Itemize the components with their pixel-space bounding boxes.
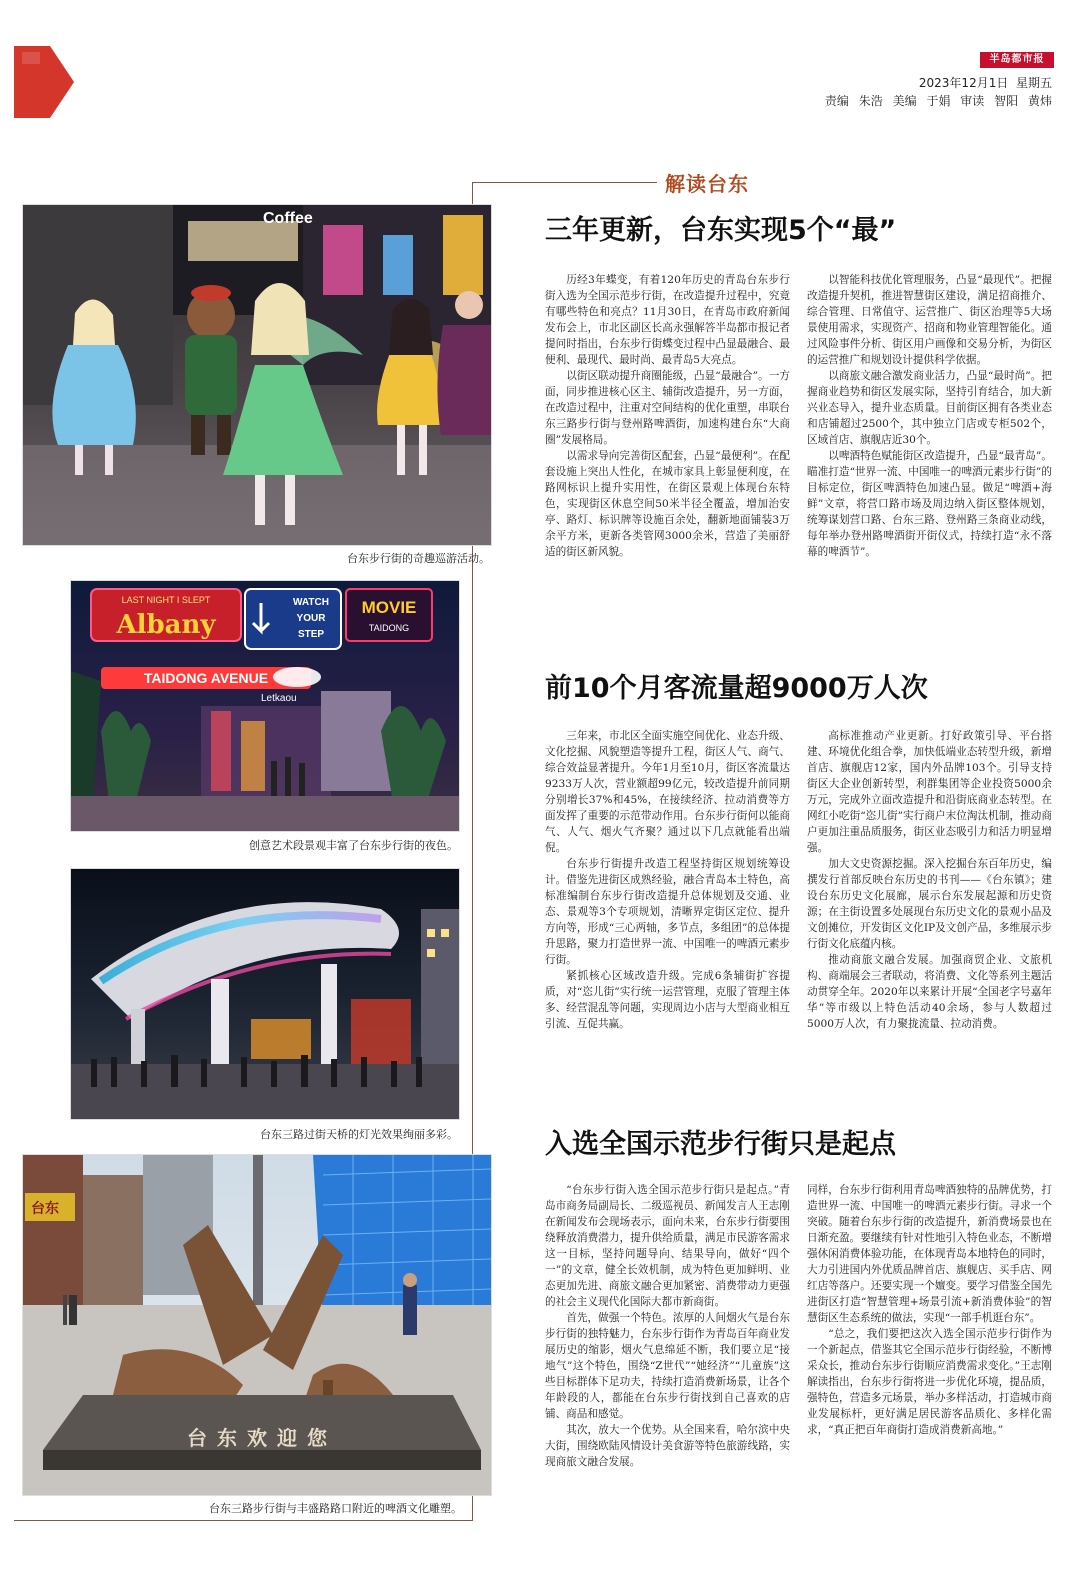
photo-skywalk [70, 868, 460, 1120]
paragraph: 首先，做强一个特色。浓厚的人间烟火气是台东步行街的独特魅力，台东步行街作为青岛百年商业发展历史的缩影，烟火气息绵延不断，我们要立足“接地气”这个特色，围绕“Z世代”“她经济”“儿童族”这些目标群体下足功夫，持续打造消费新场景，让各个年龄段的人，都能在台东步行街找到自己喜欢的店铺、商品和感觉。 [545, 1312, 790, 1420]
paragraph: 同样，台东步行街利用青岛啤酒独特的品牌优势，打造世界一流、中国唯一的啤酒元素步行街。寻求一个突破。随着台东步行街的改造提升，新消费场景也在日渐充盈。要继续有针对性地引入特色业态，不断增强休闲消费体验功能，在体现青岛本地特色的同时，大力引进国内外优质品牌首店、旗舰店、买手店、网红店等落户。还要实现一个嬗变。要学习借鉴全国先进街区打造“智慧管理+场景引流+新消费体验”的智慧街区生态系统的做法，实现“一部手机逛台东”。 [807, 1184, 1052, 1324]
pedestal-text: 台东欢迎您 [187, 1426, 337, 1450]
neon-sign-step: STEP [297, 629, 325, 640]
paragraph: 历经3年蝶变，有着120年历史的青岛台东步行街入选为全国示范步行街，在改造提升过程中，究竟有哪些特色和亮点？11月30日，在青岛市政府新闻发布会上，市北区副区长高永强解答半岛都市报记者提问时指出，台东步行街蝶变过程中凸显最融合、最便利、最现代、最时尚、最青岛5大亮点。 [545, 274, 790, 366]
photo-caption: 台东三路步行街与丰盛路路口附近的啤酒文化雕塑。 [209, 1502, 462, 1515]
paragraph: 其次，放大一个优势。从全国来看，哈尔滨中央大街，围绕欧陆风情设计美食游等特色旅游线路，实现商旅文融合发展。 [545, 1424, 790, 1468]
paragraph: 以商旅文融合激发商业活力，凸显“最时尚”。把握商业趋势和街区发展实际，坚持引育结合，加大新兴业态导入，提升业态质量。目前街区拥有各类业态和店铺超过2500个，其中独立门店或专柜502个，区域首店、旗舰店近30个。 [807, 370, 1052, 446]
newspaper-masthead: 半岛都市报 [980, 52, 1054, 68]
article-column [807, 728, 1052, 1088]
headline-section-1: 三年更新，台东实现5个“最” [545, 215, 897, 246]
issue-date: 2023年12月1日 [918, 76, 1009, 90]
photo-parade [22, 204, 492, 546]
editor-credits [819, 92, 1052, 109]
paragraph: 高标准推动产业更新。打好政策引导、平台搭建、环境优化组合拳，加快低端业态转型升级，新增首店、旗舰店12家，国内外品牌103个。引导支持街区大企业创新转型，利群集团等企业投资5000余万元，完成外立面改造提升和沿街底商业态转型。在网红小吃街“恣儿街”实行商户末位淘汰机制，推动商户更加注重品质服务，街区业态吸引力和活力明显增强。 [807, 730, 1052, 854]
paragraph: 以需求导向完善街区配套，凸显“最便利”。在配套设施上突出人性化，在城市家具上彰显便利度，在路网标识上提升实用性，在街区景观上体现台东特色，实现街区休息空间50米半径全覆盖，增加治安亭、路灯、标识牌等设施百余处，翻新地面铺装3万余平方米，更新各类管网3000余米，营造了美丽舒适的街区新风貌。 [545, 450, 790, 558]
photo-caption: 台东步行街的奇趣巡游活动。 [347, 552, 490, 565]
article-column [545, 728, 790, 1088]
credit-role: 审读 [960, 94, 985, 108]
paragraph: 以智能科技优化管理服务，凸显“最现代”。把握改造提升契机，推进智慧街区建设，满足招商推介、综合管理、日常值守、运营推广、街区治理等5大场景使用需求，实现资产、招商和物业管理智能化。通过风险事件分析、街区用户画像和交易分析，为街区的运营推广和规划设计提供科学依据。 [807, 274, 1052, 366]
paragraph: 以啤酒特色赋能街区改造提升，凸显“最青岛”。瞄准打造“世界一流、中国唯一的啤酒元素步行街”的目标定位，街区啤酒特色加速凸显。做足“啤酒+海鲜”文章，将营口路市场及周边纳入街区整体规划，统筹谋划营口路、台东三路、登州路三条商业动线，每年举办登州路啤酒街开街仪式，持续打造“永不落幕的啤酒节”。 [807, 450, 1052, 558]
photo-beer-sculpture [22, 1154, 492, 1496]
paragraph: “总之，我们要把这次入选全国示范步行街作为一个新起点，借鉴其它全国示范步行街经验，不断博采众长，推动台东步行街顺应消费需求变化。”王志刚解读指出，台东步行街将进一步优化环境，提品质，强特色，营造多元场景，举办多样活动，打造城市商业发展标杆，更好满足居民游客品质化、多样化需求，“真正把百年商街打造成消费新高地。” [807, 1328, 1052, 1436]
article-column [807, 272, 1052, 632]
paragraph: 加大文史资源挖掘。深入挖掘台东百年历史，编撰发行首部反映台东历史的书刊——《台东镇》；建设台东历史文化展廊，展示台东发展起源和历史资源；在主街设置多处展现台东历史文化的景观小品及文创摊位，开发街区文化IP及文创产品，多维展示步行街文化底蕴内核。 [807, 858, 1052, 950]
frame-top-rule [472, 182, 657, 183]
neon-sign-avenue: TAIDONG AVENUE [143, 670, 269, 686]
paragraph: 紧抓核心区域改造升级。完成6条辅街扩容提质，对“恣儿街”实行统一运营管理，克服了管理主体多、经营混乱等问题，实现周边小店与大型商业相互引流、互促共赢。 [545, 970, 790, 1030]
page-corner-marker [14, 46, 74, 118]
credit-name: 于娟 [926, 94, 951, 108]
dateline [919, 74, 1052, 91]
photo-caption: 台东三路过街天桥的灯光效果绚丽多彩。 [260, 1128, 458, 1141]
credit-name: 朱浩 [858, 94, 883, 108]
credit-name: 黄炜 [1027, 94, 1052, 108]
article-column [545, 1182, 790, 1522]
issue-weekday: 星期五 [1015, 76, 1052, 90]
store-sign: 台东 [31, 1201, 59, 1217]
neon-sign-letkaou: Letkaou [261, 693, 297, 704]
neon-sign-albany: Albany [116, 610, 216, 640]
column-tag: 解读台东 [665, 172, 749, 196]
paragraph: “台东步行街入选全国示范步行街只是起点。”青岛市商务局副局长、二级巡视员、新闻发言人王志刚在新闻发布会现场表示，面向未来，台东步行街要围绕释放消费潜力，提升供给质量，满足市民游客需求这一目标，坚持问题导向、结果导向，做好“四个一”的文章，健全长效机制，成为特色更加鲜明、业态更加先进、商旅文融合更加紧密、消费带动力更强的社会主义现代化国际大都市新商街。 [545, 1184, 790, 1308]
headline-section-2: 前10个月客流量超9000万人次 [545, 673, 928, 704]
photo-night-avenue [70, 580, 460, 832]
neon-sign-taidong: TAIDONG [368, 623, 410, 633]
paragraph: 推动商旅文融合发展。加强商贸企业、文旅机构、商端展会三者联动，将消费、文化等系列主题活动贯穿全年。2020年以来累计开展“全国老字号嘉年华”等市级以上特色活动40余场，参与人数超过5000万人次，有力聚拢流量、拉动消费。 [807, 954, 1052, 1030]
paragraph: 以街区联动提升商圈能级，凸显“最融合”。一方面，同步推进核心区主、辅街改造提升，另一方面，在改造过程中，注重对空间结构的优化重塑，串联台东三路步行街与登州路啤酒街，加速构建台东“大商圈”发展格局。 [545, 370, 790, 446]
neon-sign-last-night: LAST NIGHT I SLEPT [121, 595, 211, 605]
credit-role: 美编 [892, 94, 917, 108]
neon-sign-your: YOUR [296, 613, 326, 624]
neon-sign-watch: WATCH [293, 597, 329, 608]
article-column [545, 272, 790, 632]
photo-caption: 创意艺术段景观丰富了台东步行街的夜色。 [249, 839, 458, 852]
credit-name: 智阳 [994, 94, 1019, 108]
coffee-sign: Coffee [263, 210, 313, 227]
credit-role: 责编 [824, 94, 849, 108]
neon-sign-movie: MOVIE [361, 598, 417, 617]
article-column [807, 1182, 1052, 1522]
frame-bottom-rule [14, 1520, 473, 1521]
paragraph: 三年来，市北区全面实施空间优化、业态升级、文化挖掘、风貌塑造等提升工程，街区人气、商气、综合效益显著提升。今年1月至10月，街区客流量达9233万人次，营业额超99亿元，较改造提升前同期分别增长37%和45%，在接续经济、拉动消费等方面发挥了重要的示范带动作用。台东步行街何以能商气、人气、烟火气齐聚？通过以下几点就能看出端倪。 [545, 730, 790, 854]
headline-section-3: 入选全国示范步行街只是起点 [545, 1129, 896, 1160]
paragraph: 台东步行街提升改造工程坚持街区规划统筹设计。借鉴先进街区成熟经验，融合青岛本土特色，高标准编制台东步行街改造提升总体规划及交通、业态、景观等3个专项规划，清晰界定街区定位、提升方向等，形成“三心两轴，多节点，多组团”的总体提升思路，聚力打造世界一流、中国唯一的啤酒元素步行街。 [545, 858, 790, 966]
